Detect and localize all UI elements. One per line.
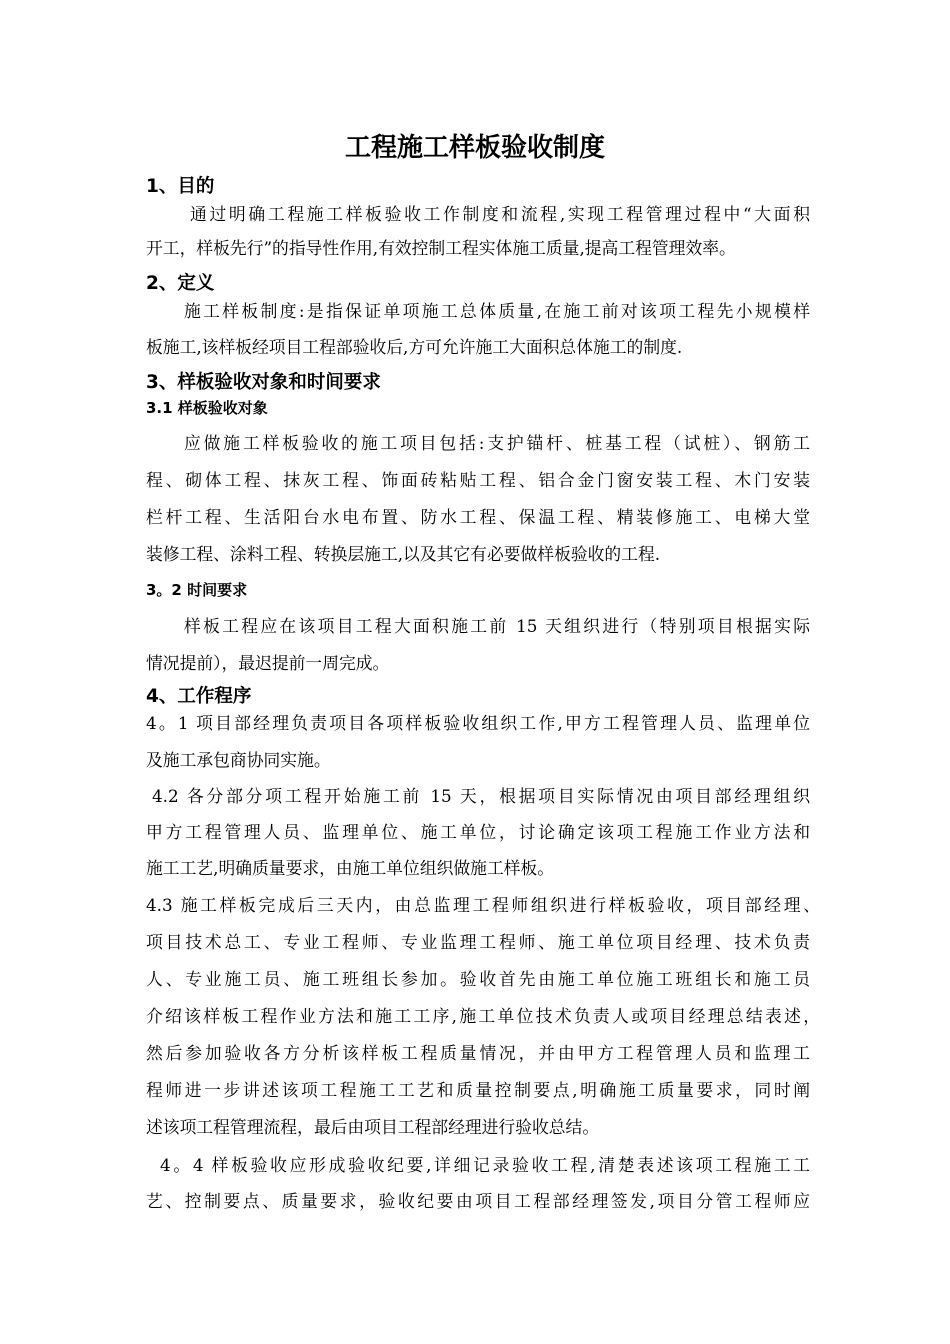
- document-title: 工程施工样板验收制度: [344, 133, 605, 163]
- paragraph-line: 介绍该样板工程作业方法和施工工序,施工单位技术负责人或项目经理总结表述，: [146, 1006, 820, 1026]
- paragraph-line: 述该项工程管理流程，最后由项目工程部经理进行验收总结。: [146, 1117, 600, 1137]
- paragraph-line: 人、专业施工员、施工班组长参加。验收首先由施工单位施工班组长和施工员: [146, 969, 810, 989]
- paragraph-line: 程、砌体工程、抹灰工程、饰面砖粘贴工程、铝合金门窗安装工程、木门安装: [146, 470, 810, 490]
- section-heading-definition: 2、定义: [146, 273, 215, 294]
- paragraph-line: 艺、控制要点、质量要求，验收纪要由项目工程部经理签发,项目分管工程师应: [146, 1191, 810, 1211]
- section-heading-objects-and-timing: 3、样板验收对象和时间要求: [146, 372, 381, 393]
- subsection-heading-timing: 3。2 时间要求: [146, 581, 248, 599]
- paragraph-line: 开工，样板先行”的指导性作用,有效控制工程实体施工质量,提高工程管理效率。: [146, 238, 736, 258]
- paragraph-line: 及施工承包商协同实施。: [146, 750, 331, 770]
- paragraph-line: 通过明确工程施工样板验收工作制度和流程,实现工程管理过程中“大面积: [190, 204, 810, 224]
- paragraph-line: 甲方工程管理人员、监理单位、施工单位，讨论确定该项工程施工作业方法和: [146, 822, 810, 842]
- paragraph-line: 4。4 样板验收应形成验收纪要,详细记录验收工程,清楚表述该项工程施工工: [160, 1155, 810, 1175]
- paragraph-line: 4。1 项目部经理负责项目各项样板验收组织工作,甲方工程管理人员、监理单位: [146, 713, 810, 733]
- paragraph-line: 装修工程、涂料工程、转换层施工,以及其它有必要做样板验收的工程.: [146, 544, 661, 564]
- subsection-heading-objects: 3.1 样板验收对象: [146, 399, 268, 417]
- paragraph-line: 4.2 各分部分项工程开始施工前 15 天，根据项目实际情况由项目部经理组织: [152, 786, 810, 806]
- paragraph-line: 应做施工样板验收的施工项目包括:支护锚杆、桩基工程（试桩）、钢筋工: [184, 433, 810, 453]
- paragraph-line: 情况提前），最迟提前一周完成。: [146, 653, 390, 673]
- paragraph-line: 施工样板制度:是指保证单项施工总体质量,在施工前对该项工程先小规模样: [184, 301, 810, 321]
- paragraph-line: 然后参加验收各方分析该样板工程质量情况，并由甲方工程管理人员和监理工: [146, 1043, 810, 1063]
- paragraph-line: 程师进一步讲述该项工程施工工艺和质量控制要点,明确施工质量要求，同时阐: [146, 1080, 810, 1100]
- paragraph-line: 板施工,该样板经项目工程部验收后,方可允许施工大面积总体施工的制度.: [146, 337, 683, 357]
- paragraph-line: 栏杆工程、生活阳台水电布置、防水工程、保温工程、精装修施工、电梯大堂: [146, 507, 810, 527]
- section-heading-purpose: 1、目的: [146, 176, 215, 197]
- paragraph-line: 4.3 施工样板完成后三天内，由总监理工程师组织进行样板验收，项目部经理、: [146, 895, 820, 915]
- paragraph-line: 样板工程应在该项目工程大面积施工前 15 天组织进行（特别项目根据实际: [184, 616, 810, 636]
- section-heading-procedure: 4、工作程序: [146, 686, 252, 707]
- paragraph-line: 项目技术总工、专业工程师、专业监理工程师、施工单位项目经理、技术负责: [146, 932, 810, 952]
- paragraph-line: 施工工艺,明确质量要求，由施工单位组织做施工样板。: [146, 858, 555, 878]
